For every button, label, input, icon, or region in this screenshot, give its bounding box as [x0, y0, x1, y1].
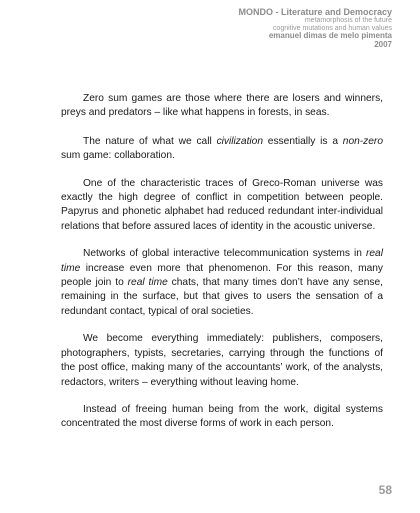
book-title: MONDO - Literature and Democracy	[238, 7, 392, 17]
paragraph-6: Instead of freeing human being from the work, digital systems concentrated the most diverse forms of work in each person.	[61, 403, 383, 430]
paragraph-5: We become everything immediately: publishers, composers, photographers, typists, secretaries, carrying through the functions of the post office, making many of the accountants’ work, of the analysts, redactors, writers – everything without leaving home.	[61, 333, 383, 388]
paragraph-4-text-b: increase even more that phenomenon. For this reason, many people join to	[61, 262, 383, 289]
author-name: emanuel dimas de melo pimenta	[268, 31, 392, 41]
paragraph-2-emphasis-b: non-zero	[342, 135, 383, 147]
paragraph-1: Zero sum games are those where there are losers and winners, preys and predators – like what happens in forests, in seas.	[61, 93, 383, 119]
paragraph-4-text-a: Networks of global interactive telecommunication systems in	[83, 248, 366, 260]
book-subtitle-2: cognitive mutations and human values	[272, 24, 392, 32]
page-number: 58	[378, 483, 392, 497]
book-subtitle: metamorphosis of the future	[304, 17, 392, 25]
paragraph-4-text-c: chats, that many times don’t have any sense, remaining in the surface, but that gives to users the sensation of a redundant contact, typical of oral societies.	[61, 277, 383, 317]
publication-year: 2007	[374, 39, 392, 49]
paragraph-2-emphasis-a: civilization	[216, 135, 263, 147]
paragraph-2-text-a: The nature of what we call	[83, 135, 217, 147]
paragraph-4-emphasis-b: real time	[127, 277, 168, 289]
paragraph-2-text-b: essentially is a	[263, 135, 343, 147]
paragraph-2	[61, 135, 383, 164]
paragraph-2-text-c: sum game: collaboration.	[61, 150, 175, 162]
paragraph-4	[61, 247, 383, 319]
running-header	[132, 8, 392, 49]
body-text	[61, 92, 383, 445]
paragraph-4-emphasis-a: real time	[61, 248, 383, 274]
paragraph-3: One of the characteristic traces of Greco-Roman universe was exactly the high degree of conflict in competition between people. Papyrus and phonetic alphabet had reduced redundant inter-individual relations that before assured laces of identity in the acoustic universe.	[61, 177, 383, 232]
